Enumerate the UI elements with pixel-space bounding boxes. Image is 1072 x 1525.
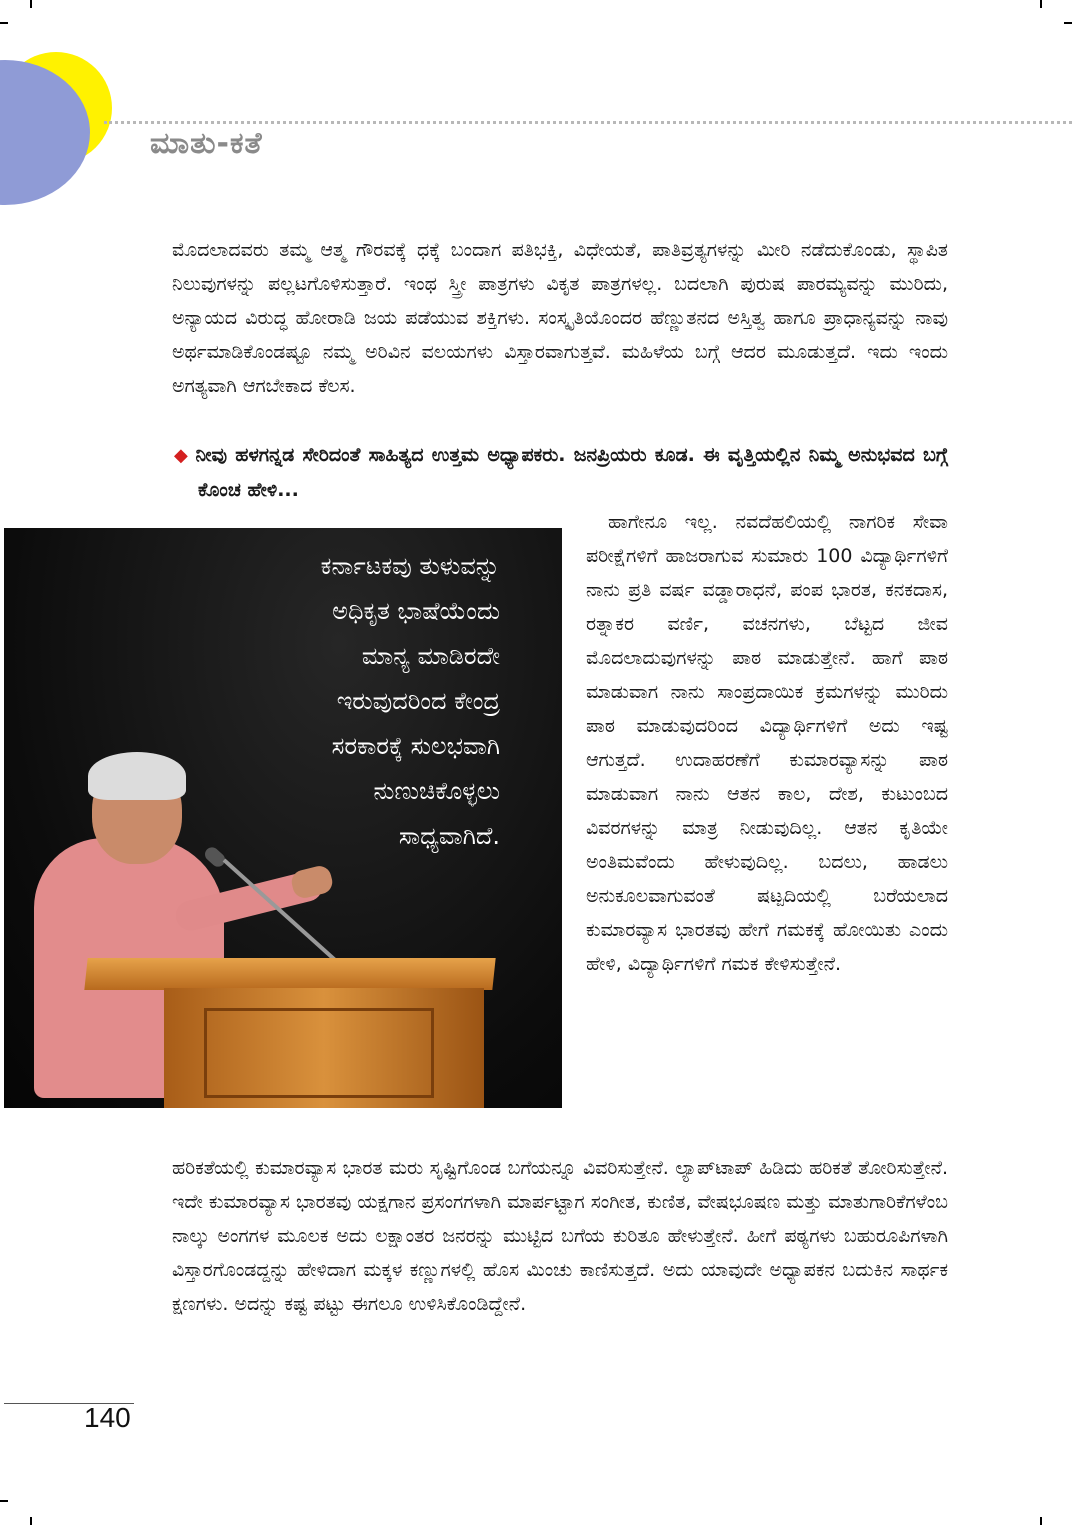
crop-mark	[30, 0, 32, 8]
speaker-hair	[88, 752, 186, 800]
pull-quote-line: ನುಣುಚಿಕೊಳ್ಳಲು	[373, 777, 500, 805]
pull-quote	[200, 544, 500, 859]
crop-mark	[1040, 0, 1042, 8]
answer-column-text: ಹಾಗೇನೂ ಇಲ್ಲ. ನವದೆಹಲಿಯಲ್ಲಿ ನಾಗರಿಕ ಸೇವಾ ಪರೀಕ್ಷೆಗಳಿಗೆ ಹಾಜರಾಗುವ ಸುಮಾರು 100 ವಿದ್ಯಾರ್ಥಿಗಳಿಗೆ ನಾನು ಪ್ರತಿ ವರ್ಷ ವಡ್ಡಾರಾಧನೆ, ಪಂಪ ಭಾರತ, ಕನಕದಾಸ, ರತ್ನಾಕರ ವರ್ಣಿ, ವಚನಗಳು, ಬೆಟ್ಟದ ಜೀವ ಮೊದಲಾದುವುಗಳನ್ನು ಪಾಠ ಮಾಡುತ್ತೇನೆ. ಹಾಗೆ ಪಾಠ ಮಾಡುವಾಗ ನಾನು ಸಾಂಪ್ರದಾಯಿಕ ಕ್ರಮಗಳನ್ನು ಮುರಿದು ಪಾಠ ಮಾಡುವುದರಿಂದ ವಿದ್ಯಾರ್ಥಿಗಳಿಗೆ ಅದು ಇಷ್ಟ ಆಗುತ್ತದೆ. ಉದಾಹರಣೆಗೆ ಕುಮಾರವ್ಯಾಸನ್ನು ಪಾಠ ಮಾಡುವಾಗ ನಾನು ಆತನ ಕಾಲ, ದೇಶ, ಕುಟುಂಬದ ವಿವರಗಳನ್ನು ಮಾತ್ರ ನೀಡುವುದಿಲ್ಲ. ಆತನ ಕೃತಿಯೇ ಅಂತಿಮವೆಂದು ಹೇಳುವುದಿಲ್ಲ. ಬದಲು, ಹಾಡಲು ಅನುಕೂಲವಾಗುವಂತೆ ಷಟ್ಪದಿಯಲ್ಲಿ ಬರೆಯಲಾದ ಕುಮಾರವ್ಯಾಸ ಭಾರತವು ಹೇಗೆ ಗಮಕಕ್ಕೆ ಹೋಯಿತು ಎಂದು ಹೇಳಿ, ವಿದ್ಯಾರ್ಥಿಗಳಿಗೆ ಗಮಕ ಕೇಳಿಸುತ್ತೇನೆ.	[586, 511, 948, 975]
pull-quote-line: ಸರಕಾರಕ್ಕೆ ಸುಲಭವಾಗಿ	[331, 732, 500, 760]
diamond-bullet-icon: ◆	[174, 445, 190, 466]
pull-quote-line: ಸಾಧ್ಯವಾಗಿದೆ.	[398, 822, 500, 850]
podium-panel	[204, 1008, 434, 1098]
header-dotted-rule	[104, 121, 1072, 124]
body-paragraph-1: ಮೊದಲಾದವರು ತಮ್ಮ ಆತ್ಮ ಗೌರವಕ್ಕೆ ಧಕ್ಕೆ ಬಂದಾಗ ಪತಿಭಕ್ತಿ, ವಿಧೇಯತೆ, ಪಾತಿವ್ರತ್ಯಗಳನ್ನು ಮೀರಿ ನಡೆದುಕೊಂಡು, ಸ್ಥಾಪಿತ ನಿಲುವುಗಳನ್ನು ಪಲ್ಲಟಗೊಳಿಸುತ್ತಾರೆ. ಇಂಥ ಸ್ತ್ರೀ ಪಾತ್ರಗಳು ವಿಕೃತ ಪಾತ್ರಗಳಲ್ಲ. ಬದಲಾಗಿ ಪುರುಷ ಪಾರಮ್ಯವನ್ನು ಮುರಿದು, ಅನ್ಯಾಯದ ವಿರುದ್ಧ ಹೋರಾಡಿ ಜಯ ಪಡೆಯುವ ಶಕ್ತಿಗಳು. ಸಂಸ್ಕೃತಿಯೊಂದರ ಹೆಣ್ಣುತನದ ಅಸ್ತಿತ್ವ ಹಾಗೂ ಪ್ರಾಧಾನ್ಯವನ್ನು ನಾವು ಅರ್ಥಮಾಡಿಕೊಂಡಷ್ಟೂ ನಮ್ಮ ಅರಿವಿನ ವಲಯಗಳು ವಿಸ್ತಾರವಾಗುತ್ತವೆ. ಮಹಿಳೆಯ ಬಗ್ಗೆ ಆದರ ಮೂಡುತ್ತದೆ. ಇದು ಇಂದು ಅಗತ್ಯವಾಗಿ ಆಗಬೇಕಾದ ಕೆಲಸ.	[172, 239, 948, 397]
crop-mark	[30, 1517, 32, 1525]
interview-question	[174, 438, 948, 507]
crop-mark	[1064, 22, 1072, 24]
pull-quote-line: ಇರುವುದರಿಂದ ಕೇಂದ್ರ	[336, 687, 500, 715]
answer-full-width-text: ಹರಿಕತೆಯಲ್ಲಿ ಕುಮಾರವ್ಯಾಸ ಭಾರತ ಮರು ಸೃಷ್ಟಿಗೊಂಡ ಬಗೆಯನ್ನೂ ವಿವರಿಸುತ್ತೇನೆ. ಲ್ಯಾಪ್‌ಟಾಪ್ ಹಿಡಿದು ಹರಿಕತೆ ತೋರಿಸುತ್ತೇನೆ. ಇದೇ ಕುಮಾರವ್ಯಾಸ ಭಾರತವು ಯಕ್ಷಗಾನ ಪ್ರಸಂಗಗಳಾಗಿ ಮಾರ್ಪಟ್ಟಾಗ ಸಂಗೀತ, ಕುಣಿತ, ವೇಷಭೂಷಣ ಮತ್ತು ಮಾತುಗಾರಿಕೆಗಳೆಂಬ ನಾಲ್ಕು ಅಂಗಗಳ ಮೂಲಕ ಅದು ಲಕ್ಷಾಂತರ ಜನರನ್ನು ಮುಟ್ಟಿದ ಬಗೆಯ ಕುರಿತೂ ಹೇಳುತ್ತೇನೆ. ಹೀಗೆ ಪಠ್ಯಗಳು ಬಹುರೂಪಿಗಳಾಗಿ ವಿಸ್ತಾರಗೊಂಡದ್ದನ್ನು ಹೇಳಿದಾಗ ಮಕ್ಕಳ ಕಣ್ಣುಗಳಲ್ಲಿ ಹೊಸ ಮಿಂಚು ಕಾಣಿಸುತ್ತದೆ. ಅದು ಯಾವುದೇ ಅಧ್ಯಾಪಕನ ಬದುಕಿನ ಸಾರ್ಥಕ ಕ್ಷಣಗಳು. ಅದನ್ನು ಕಷ್ಟ ಪಟ್ಟು ಈಗಲೂ ಉಳಿಸಿಕೊಂಡಿದ್ದೇನೆ.	[172, 1157, 948, 1315]
podium-top	[84, 958, 495, 990]
pull-quote-line: ಮಾನ್ಯ ಮಾಡಿರದೇ	[361, 642, 500, 670]
speaker-photo	[4, 528, 562, 1108]
question-text: ನೀವು ಹಳಗನ್ನಡ ಸೇರಿದಂತೆ ಸಾಹಿತ್ಯದ ಉತ್ತಮ ಅಧ್ಯಾಪಕರು. ಜನಪ್ರಿಯರು ಕೂಡ. ಈ ವೃತ್ತಿಯಲ್ಲಿನ ನಿಮ್ಮ ಅನುಭವದ ಬಗ್ಗೆ ಕೊಂಚ ಹೇಳಿ...	[195, 444, 949, 501]
speaker-hand	[289, 864, 335, 901]
crop-mark	[1040, 1517, 1042, 1525]
page-number: 140	[84, 1402, 131, 1433]
crop-mark	[0, 22, 8, 24]
pull-quote-line: ಅಧಿಕೃತ ಭಾಷೆಯೆಂದು	[332, 597, 500, 625]
crop-mark	[0, 1500, 8, 1502]
pull-quote-line: ಕರ್ನಾಟಕವು ತುಳುವನ್ನು	[320, 552, 500, 580]
section-title: ಮಾತು-ಕತೆ	[150, 126, 263, 161]
